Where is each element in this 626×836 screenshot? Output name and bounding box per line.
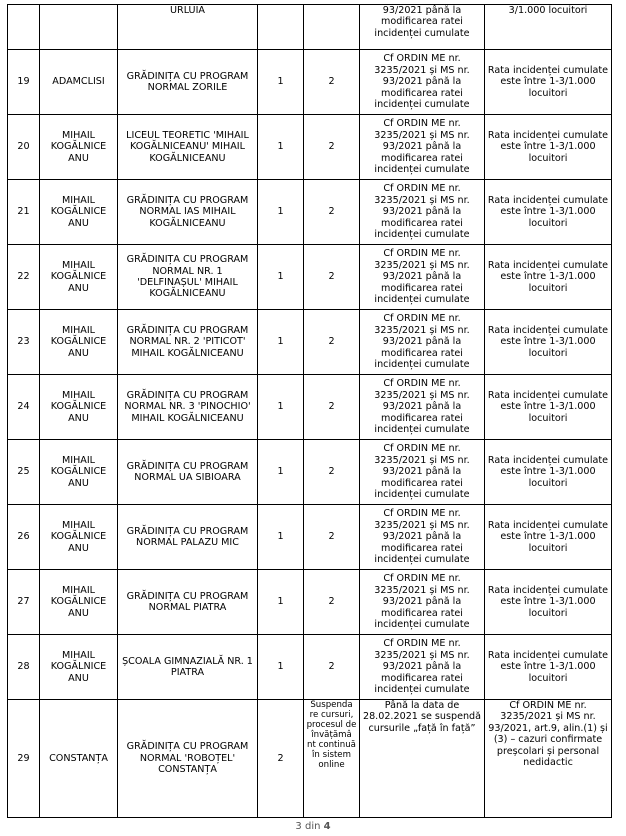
- row-number-cell: [8, 5, 40, 50]
- locality-cell: MIHAIL KOGĂLNICE ANU: [40, 115, 118, 180]
- schools-table: [7, 4, 612, 818]
- scenario-code-cell: 1: [258, 310, 304, 375]
- scenario-new-cell: 2: [304, 115, 360, 180]
- scenario-new-cell: 2: [304, 635, 360, 700]
- scenario-code-cell: 1: [258, 180, 304, 245]
- table-row: [8, 180, 612, 245]
- observation-cell: Rata incidenței cumulate este între 1-3/1.000 locuitori: [485, 440, 612, 505]
- scenario-new-cell: 2: [304, 570, 360, 635]
- scenario-code-cell: 1: [258, 245, 304, 310]
- scenario-code-cell: 1: [258, 635, 304, 700]
- page-sep: din: [304, 821, 321, 832]
- table-row: [8, 5, 612, 50]
- reason-cell: Cf ORDIN ME nr. 3235/2021 și MS nr. 93/2021 până la modificarea ratei incidenței cumulate: [360, 115, 485, 180]
- scenario-new-cell: 2: [304, 180, 360, 245]
- reason-cell: Cf ORDIN ME nr. 3235/2021 și MS nr. 93/2021 până la modificarea ratei incidenței cumulate: [360, 570, 485, 635]
- school-unit-cell: GRĂDINIȚA CU PROGRAM NORMAL NR. 2 'PITICOT' MIHAIL KOGĂLNICEANU: [118, 310, 258, 375]
- observation-cell: Cf ORDIN ME nr. 3235/2021 și MS nr. 93/2021, art.9, alin.(1) și (3) – cazuri confirmate preșcolari și personal nedidactic: [485, 700, 612, 818]
- reason-cell: 93/2021 până la modificarea ratei incidenței cumulate: [360, 5, 485, 50]
- table-row: [8, 375, 612, 440]
- school-unit-cell: GRĂDINIȚA CU PROGRAM NORMAL ZORILE: [118, 50, 258, 115]
- row-number-cell: 29: [8, 700, 40, 818]
- row-number-cell: 28: [8, 635, 40, 700]
- observation-cell: Rata incidenței cumulate este între 1-3/1.000 locuitori: [485, 635, 612, 700]
- page-footer: [0, 821, 626, 832]
- table-row: [8, 700, 612, 818]
- scenario-new-cell: 2: [304, 245, 360, 310]
- reason-cell: Cf ORDIN ME nr. 3235/2021 și MS nr. 93/2021 până la modificarea ratei incidenței cumulate: [360, 375, 485, 440]
- scenario-new-cell: 2: [304, 440, 360, 505]
- table-row: [8, 440, 612, 505]
- observation-cell: Rata incidenței cumulate este între 1-3/1.000 locuitori: [485, 180, 612, 245]
- school-unit-cell: GRĂDINIȚA CU PROGRAM NORMAL IAS MIHAIL KOGĂLNICEANU: [118, 180, 258, 245]
- row-number-cell: 23: [8, 310, 40, 375]
- table-row: [8, 505, 612, 570]
- locality-cell: MIHAIL KOGĂLNICE ANU: [40, 375, 118, 440]
- reason-cell: Până la data de 28.02.2021 se suspendă cursurile „față în față”: [360, 700, 485, 818]
- observation-cell: Rata incidenței cumulate este între 1-3/1.000 locuitori: [485, 505, 612, 570]
- observation-cell: Rata incidenței cumulate este între 1-3/1.000 locuitori: [485, 50, 612, 115]
- table-row: [8, 570, 612, 635]
- locality-cell: MIHAIL KOGĂLNICE ANU: [40, 570, 118, 635]
- school-unit-cell: ȘCOALA GIMNAZIALĂ NR. 1 PIATRA: [118, 635, 258, 700]
- locality-cell: MIHAIL KOGĂLNICE ANU: [40, 245, 118, 310]
- reason-cell: Cf ORDIN ME nr. 3235/2021 și MS nr. 93/2021 până la modificarea ratei incidenței cumulate: [360, 50, 485, 115]
- table-row: [8, 50, 612, 115]
- observation-cell: 3/1.000 locuitori: [485, 5, 612, 50]
- row-number-cell: 20: [8, 115, 40, 180]
- scenario-new-cell: 2: [304, 505, 360, 570]
- school-unit-cell: URLUIA: [118, 5, 258, 50]
- row-number-cell: 26: [8, 505, 40, 570]
- scenario-code-cell: 1: [258, 115, 304, 180]
- observation-cell: Rata incidenței cumulate este între 1-3/1.000 locuitori: [485, 375, 612, 440]
- scenario-code-cell: 1: [258, 375, 304, 440]
- scenario-code-cell: 2: [258, 700, 304, 818]
- table-body: [8, 5, 612, 818]
- locality-cell: MIHAIL KOGĂLNICE ANU: [40, 440, 118, 505]
- scenario-new-cell: [304, 5, 360, 50]
- scenario-code-cell: 1: [258, 505, 304, 570]
- reason-cell: Cf ORDIN ME nr. 3235/2021 și MS nr. 93/2021 până la modificarea ratei incidenței cumulate: [360, 245, 485, 310]
- school-unit-cell: GRĂDINIȚA CU PROGRAM NORMAL PALAZU MIC: [118, 505, 258, 570]
- school-unit-cell: GRĂDINIȚA CU PROGRAM NORMAL NR. 1 'DELFINAȘUL' MIHAIL KOGĂLNICEANU: [118, 245, 258, 310]
- row-number-cell: 22: [8, 245, 40, 310]
- school-unit-cell: LICEUL TEORETIC 'MIHAIL KOGĂLNICEANU' MIHAIL KOGĂLNICEANU: [118, 115, 258, 180]
- reason-cell: Cf ORDIN ME nr. 3235/2021 și MS nr. 93/2021 până la modificarea ratei incidenței cumulate: [360, 635, 485, 700]
- scenario-code-cell: [258, 5, 304, 50]
- page-total: 4: [323, 821, 331, 832]
- reason-cell: Cf ORDIN ME nr. 3235/2021 și MS nr. 93/2021 până la modificarea ratei incidenței cumulate: [360, 440, 485, 505]
- scenario-new-cell: 2: [304, 310, 360, 375]
- locality-cell: CONSTANȚA: [40, 700, 118, 818]
- scenario-new-cell: 2: [304, 375, 360, 440]
- school-unit-cell: GRĂDINIȚA CU PROGRAM NORMAL 'ROBOȚEL' CONSTANȚA: [118, 700, 258, 818]
- locality-cell: ADAMCLISI: [40, 50, 118, 115]
- scenario-new-cell: 2: [304, 50, 360, 115]
- table-row: [8, 310, 612, 375]
- reason-cell: Cf ORDIN ME nr. 3235/2021 și MS nr. 93/2021 până la modificarea ratei incidenței cumulate: [360, 310, 485, 375]
- row-number-cell: 25: [8, 440, 40, 505]
- row-number-cell: 21: [8, 180, 40, 245]
- scenario-code-cell: 1: [258, 570, 304, 635]
- school-unit-cell: GRĂDINIȚA CU PROGRAM NORMAL NR. 3 'PINOCHIO' MIHAIL KOGĂLNICEANU: [118, 375, 258, 440]
- observation-cell: Rata incidenței cumulate este între 1-3/1.000 locuitori: [485, 245, 612, 310]
- reason-cell: Cf ORDIN ME nr. 3235/2021 și MS nr. 93/2021 până la modificarea ratei incidenței cumulate: [360, 180, 485, 245]
- observation-cell: Rata incidenței cumulate este între 1-3/1.000 locuitori: [485, 310, 612, 375]
- scenario-code-cell: 1: [258, 50, 304, 115]
- observation-cell: Rata incidenței cumulate este între 1-3/1.000 locuitori: [485, 115, 612, 180]
- scenario-code-cell: 1: [258, 440, 304, 505]
- locality-cell: MIHAIL KOGĂLNICE ANU: [40, 310, 118, 375]
- school-unit-cell: GRĂDINIȚA CU PROGRAM NORMAL PIATRA: [118, 570, 258, 635]
- row-number-cell: 24: [8, 375, 40, 440]
- table-row: [8, 635, 612, 700]
- scenario-new-cell: Suspenda re cursuri, procesul de învățămâ nt continuă în sistem online: [304, 700, 360, 818]
- row-number-cell: 19: [8, 50, 40, 115]
- school-unit-cell: GRĂDINIȚA CU PROGRAM NORMAL UA SIBIOARA: [118, 440, 258, 505]
- observation-cell: Rata incidenței cumulate este între 1-3/1.000 locuitori: [485, 570, 612, 635]
- row-number-cell: 27: [8, 570, 40, 635]
- table-row: [8, 245, 612, 310]
- locality-cell: MIHAIL KOGĂLNICE ANU: [40, 180, 118, 245]
- page-number: 3: [295, 821, 302, 832]
- locality-cell: MIHAIL KOGĂLNICE ANU: [40, 635, 118, 700]
- table-row: [8, 115, 612, 180]
- locality-cell: [40, 5, 118, 50]
- reason-cell: Cf ORDIN ME nr. 3235/2021 și MS nr. 93/2021 până la modificarea ratei incidenței cumulate: [360, 505, 485, 570]
- locality-cell: MIHAIL KOGĂLNICE ANU: [40, 505, 118, 570]
